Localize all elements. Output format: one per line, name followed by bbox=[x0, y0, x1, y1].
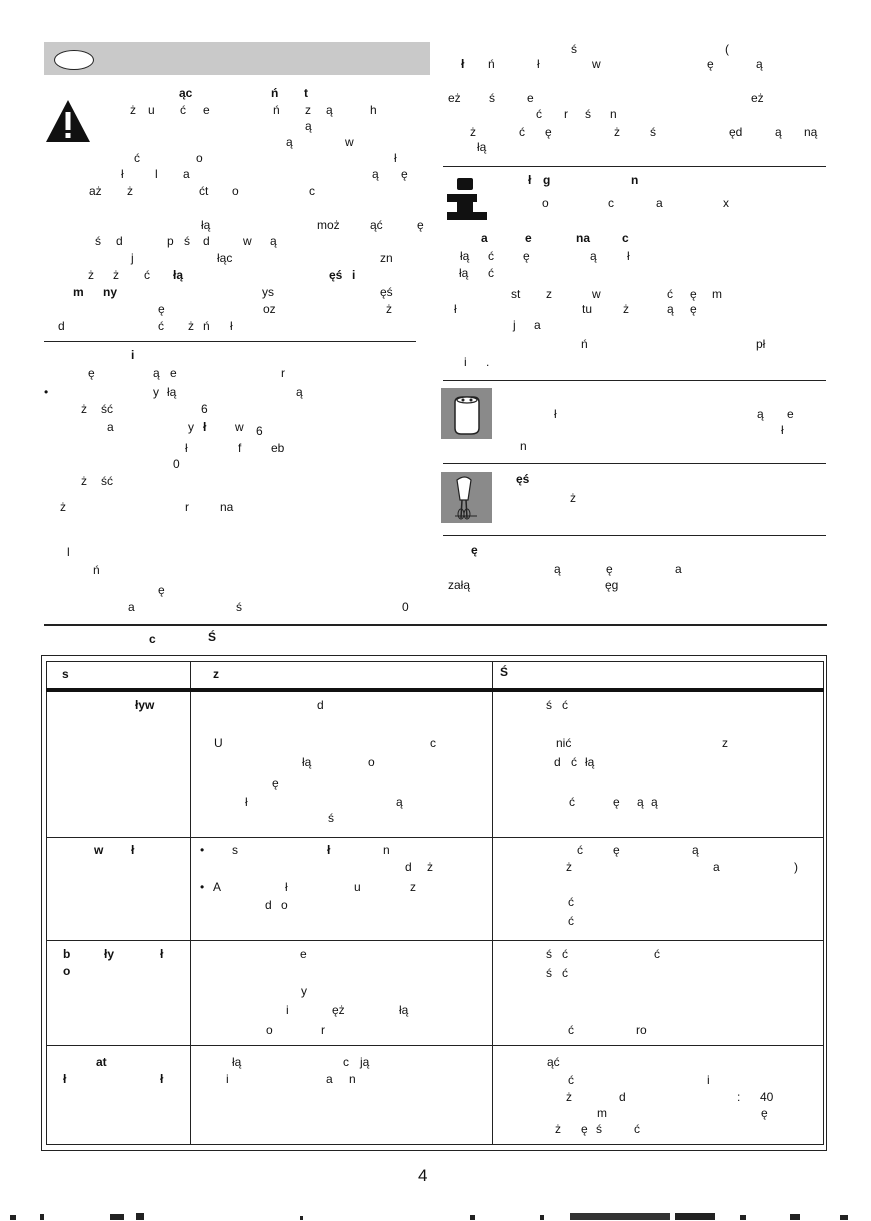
text-fragment: ż bbox=[130, 103, 136, 117]
table-cell-text: ć bbox=[562, 966, 568, 980]
text-fragment: ć bbox=[180, 103, 186, 117]
language-badge bbox=[54, 50, 94, 70]
text-fragment: m bbox=[73, 285, 84, 299]
text-fragment: ść bbox=[101, 474, 113, 488]
table-cell-text: A bbox=[213, 880, 222, 894]
text-fragment: ż bbox=[113, 268, 119, 282]
table-cell-text: ę bbox=[613, 795, 620, 809]
column-header-problem: s bbox=[62, 667, 69, 681]
text-fragment: r bbox=[281, 366, 285, 380]
table-cell-text: ł bbox=[131, 843, 135, 857]
text-fragment: i bbox=[352, 268, 356, 282]
text-fragment: ą bbox=[326, 103, 333, 117]
table-cell-text: łą bbox=[399, 1003, 409, 1017]
table-cell-text: a bbox=[326, 1072, 333, 1086]
text-fragment: moż bbox=[317, 218, 340, 232]
text-fragment: e bbox=[170, 366, 177, 380]
text-fragment: ęd bbox=[729, 125, 743, 139]
table-cell-text: ę bbox=[581, 1122, 588, 1136]
text-fragment: u bbox=[148, 103, 155, 117]
text-fragment: w bbox=[592, 287, 601, 301]
text-fragment: 0 bbox=[402, 600, 409, 614]
table-cell-text: ć bbox=[568, 895, 574, 909]
table-cell-text: ż bbox=[566, 860, 572, 874]
table-cell-text: ą bbox=[637, 795, 644, 809]
table-cell-text: ) bbox=[794, 860, 798, 874]
table-cell-text: ś bbox=[596, 1122, 602, 1136]
text-fragment: r bbox=[564, 107, 568, 121]
text-fragment: ę bbox=[158, 302, 165, 316]
text-fragment: h bbox=[370, 103, 377, 117]
table-cell-text: m bbox=[597, 1106, 607, 1120]
text-fragment: ćt bbox=[199, 184, 209, 198]
text-fragment: łą bbox=[459, 266, 469, 280]
text-fragment: j bbox=[513, 318, 516, 332]
text-fragment: ń bbox=[488, 57, 495, 71]
bullet: • bbox=[200, 843, 205, 857]
header-rule bbox=[46, 688, 824, 692]
section-divider bbox=[443, 166, 826, 167]
cleaning-device-icon bbox=[441, 388, 492, 439]
scan-artifact-strip bbox=[0, 1212, 871, 1221]
text-fragment: ł bbox=[537, 57, 540, 71]
table-cell-text: e bbox=[300, 947, 307, 961]
text-fragment: ę bbox=[707, 57, 714, 71]
text-fragment: ą bbox=[286, 135, 293, 149]
mixer-beaters-icon bbox=[441, 472, 492, 523]
text-fragment: załą bbox=[448, 578, 471, 592]
text-fragment: ć bbox=[667, 287, 673, 301]
text-fragment: ś bbox=[236, 600, 242, 614]
text-fragment: ęś bbox=[516, 472, 530, 486]
text-fragment: łą bbox=[173, 268, 184, 282]
text-fragment: o bbox=[542, 196, 549, 210]
text-fragment: ę bbox=[523, 249, 530, 263]
table-cell-text: d bbox=[554, 755, 561, 769]
table-cell-text: d bbox=[317, 698, 324, 712]
text-fragment: a bbox=[675, 562, 682, 576]
text-fragment: ęg bbox=[605, 578, 619, 592]
text-fragment: ń bbox=[581, 337, 588, 351]
row-divider bbox=[46, 940, 824, 941]
text-fragment: ł bbox=[627, 249, 630, 263]
column-header-cause: z bbox=[213, 667, 219, 681]
table-cell-text: ć bbox=[569, 795, 575, 809]
text-fragment: d bbox=[58, 319, 65, 333]
text-fragment: ł bbox=[230, 319, 233, 333]
text-fragment: ys bbox=[262, 285, 274, 299]
text-fragment: e bbox=[203, 103, 210, 117]
page-number: 4 bbox=[418, 1166, 428, 1185]
text-fragment: aż bbox=[89, 184, 102, 198]
text-fragment: ż bbox=[623, 302, 629, 316]
text-fragment: ę bbox=[88, 366, 95, 380]
text-fragment: g bbox=[543, 173, 551, 187]
table-cell-text: ś bbox=[546, 966, 552, 980]
table-cell-text: U bbox=[214, 736, 223, 750]
text-fragment: ęś bbox=[329, 268, 343, 282]
table-cell-text: ć bbox=[562, 947, 568, 961]
text-fragment: ż bbox=[570, 491, 576, 505]
table-cell-text: ro bbox=[636, 1023, 647, 1037]
text-fragment: w bbox=[345, 135, 354, 149]
text-fragment: c bbox=[309, 184, 315, 198]
text-fragment: st bbox=[511, 287, 521, 301]
table-cell-text: ż bbox=[555, 1122, 561, 1136]
table-cell-text: n bbox=[383, 843, 390, 857]
text-fragment: ę bbox=[545, 125, 552, 139]
text-fragment: ą bbox=[372, 167, 379, 181]
text-fragment: ę bbox=[690, 302, 697, 316]
table-cell-text: ś bbox=[328, 811, 334, 825]
table-cell-text: ć bbox=[654, 947, 660, 961]
text-fragment: t bbox=[304, 86, 308, 100]
table-cell-text: z bbox=[410, 880, 416, 894]
bullet: • bbox=[44, 385, 49, 399]
text-fragment: ć bbox=[536, 107, 542, 121]
table-cell-text: łą bbox=[302, 755, 312, 769]
text-fragment: na bbox=[220, 500, 234, 514]
table-cell-text: ć bbox=[577, 843, 583, 857]
text-fragment: ń bbox=[93, 563, 100, 577]
text-fragment: łą bbox=[460, 249, 470, 263]
text-fragment: ą bbox=[296, 385, 303, 399]
text-fragment: c bbox=[608, 196, 614, 210]
text-fragment: ś bbox=[184, 234, 190, 248]
text-fragment: ę bbox=[401, 167, 408, 181]
text-fragment: d bbox=[203, 234, 210, 248]
text-fragment: e bbox=[527, 91, 534, 105]
table-cell-text: ją bbox=[360, 1055, 370, 1069]
text-fragment: ąć bbox=[370, 218, 383, 232]
table-cell-text: ż bbox=[427, 860, 433, 874]
table-cell-text: ą bbox=[692, 843, 699, 857]
table-cell-text: ąć bbox=[547, 1055, 560, 1069]
text-fragment: ł bbox=[781, 423, 784, 437]
info-icon bbox=[447, 178, 489, 220]
table-cell-text: ą bbox=[651, 795, 658, 809]
text-fragment: y bbox=[153, 385, 159, 399]
text-fragment: j bbox=[131, 251, 134, 265]
text-fragment: . bbox=[486, 355, 490, 369]
text-fragment: p bbox=[167, 234, 174, 248]
text-fragment: ść bbox=[101, 402, 113, 416]
text-fragment: na bbox=[576, 231, 591, 245]
text-fragment: ą bbox=[270, 234, 277, 248]
text-fragment: r bbox=[185, 500, 189, 514]
text-fragment: eż bbox=[751, 91, 764, 105]
text-fragment: ą bbox=[756, 57, 763, 71]
text-fragment: m bbox=[712, 287, 722, 301]
table-cell-text: a bbox=[713, 860, 720, 874]
text-fragment: ł bbox=[454, 302, 457, 316]
text-fragment: ś bbox=[489, 91, 495, 105]
table-cell-text: y bbox=[301, 984, 307, 998]
table-cell-text: ć bbox=[568, 914, 574, 928]
text-fragment: a bbox=[107, 420, 114, 434]
section-divider bbox=[443, 535, 826, 536]
text-fragment: ć bbox=[519, 125, 525, 139]
table-cell-text: b bbox=[63, 947, 71, 961]
text-fragment: ż bbox=[470, 125, 476, 139]
text-fragment: ż bbox=[81, 474, 87, 488]
text-fragment: eż bbox=[448, 91, 461, 105]
column-divider bbox=[190, 661, 191, 1145]
table-cell-text: d bbox=[619, 1090, 626, 1104]
text-fragment: łą bbox=[201, 218, 211, 232]
table-cell-text: nić bbox=[556, 736, 572, 750]
table-cell-text: ły bbox=[104, 947, 115, 961]
table-cell-text: i bbox=[286, 1003, 289, 1017]
text-fragment: o bbox=[196, 151, 203, 165]
text-fragment: tu bbox=[582, 302, 593, 316]
text-fragment: 0 bbox=[173, 457, 180, 471]
text-fragment: n bbox=[610, 107, 617, 121]
text-fragment: e bbox=[525, 231, 532, 245]
text-fragment: ż bbox=[614, 125, 620, 139]
table-cell-text: c bbox=[343, 1055, 349, 1069]
text-fragment: oz bbox=[263, 302, 276, 316]
text-fragment: ę bbox=[690, 287, 697, 301]
table-cell-text: o bbox=[281, 898, 288, 912]
text-fragment: ł bbox=[554, 407, 557, 421]
text-fragment: a bbox=[534, 318, 541, 332]
text-fragment: ż bbox=[81, 402, 87, 416]
table-title-fragment: Ś bbox=[208, 630, 217, 644]
text-fragment: ć bbox=[144, 268, 150, 282]
column-header-remedy: Ś bbox=[500, 665, 509, 679]
text-fragment: w bbox=[235, 420, 244, 434]
section-title: i bbox=[131, 348, 135, 362]
table-cell-text: ś bbox=[546, 698, 552, 712]
table-cell-text: ł bbox=[327, 843, 331, 857]
text-fragment: ł bbox=[528, 173, 532, 187]
text-fragment: a bbox=[656, 196, 663, 210]
text-fragment: ż bbox=[127, 184, 133, 198]
text-fragment: ną bbox=[804, 125, 818, 139]
text-fragment: x bbox=[723, 196, 729, 210]
row-divider bbox=[46, 837, 824, 838]
table-cell-text: ć bbox=[571, 755, 577, 769]
text-fragment: ś bbox=[585, 107, 591, 121]
text-fragment: ( bbox=[725, 42, 729, 56]
text-fragment: ą bbox=[554, 562, 561, 576]
table-cell-text: ł bbox=[160, 947, 164, 961]
text-fragment: n bbox=[520, 439, 527, 453]
text-fragment: ć bbox=[488, 249, 494, 263]
table-cell-text: : bbox=[737, 1090, 741, 1104]
table-cell-text: o bbox=[63, 964, 71, 978]
table-title-fragment: c bbox=[149, 632, 156, 646]
text-fragment: ą bbox=[153, 366, 160, 380]
text-fragment: z bbox=[546, 287, 552, 301]
text-fragment: n bbox=[631, 173, 639, 187]
text-fragment: ą bbox=[775, 125, 782, 139]
table-cell-text: i bbox=[707, 1073, 710, 1087]
table-cell-text: łą bbox=[232, 1055, 242, 1069]
section-divider bbox=[443, 463, 826, 464]
text-fragment: ż bbox=[188, 319, 194, 333]
text-fragment: eb bbox=[271, 441, 285, 455]
table-cell-text: 40 bbox=[760, 1090, 774, 1104]
table-cell-text: z bbox=[722, 736, 728, 750]
table-cell-text: w bbox=[94, 843, 104, 857]
table-top-rule bbox=[44, 624, 827, 626]
text-fragment: ł bbox=[121, 167, 124, 181]
text-fragment: ł bbox=[185, 441, 188, 455]
table-cell-text: ć bbox=[634, 1122, 640, 1136]
table-cell-text: ę bbox=[613, 843, 620, 857]
table-cell-text: s bbox=[232, 843, 238, 857]
text-fragment: ł bbox=[203, 420, 207, 434]
text-fragment: ąc bbox=[179, 86, 193, 100]
table-cell-text: c bbox=[430, 736, 436, 750]
table-cell-text: ł bbox=[160, 1072, 164, 1086]
table-cell-text: n bbox=[349, 1072, 356, 1086]
text-fragment: łąc bbox=[217, 251, 233, 265]
text-fragment: ś bbox=[95, 234, 101, 248]
text-fragment: y bbox=[188, 420, 194, 434]
text-fragment: ż bbox=[60, 500, 66, 514]
text-fragment: ż bbox=[88, 268, 94, 282]
text-fragment: ń bbox=[203, 319, 210, 333]
text-fragment: ć bbox=[158, 319, 164, 333]
text-fragment: ę bbox=[158, 583, 165, 597]
text-fragment: ł bbox=[461, 57, 465, 71]
table-cell-text: d bbox=[265, 898, 272, 912]
text-fragment: ą bbox=[305, 119, 312, 133]
text-fragment: o bbox=[232, 184, 239, 198]
text-fragment: ą bbox=[590, 249, 597, 263]
text-fragment: f bbox=[238, 441, 242, 455]
table-cell-text: r bbox=[321, 1023, 325, 1037]
text-fragment: a bbox=[128, 600, 135, 614]
section-divider bbox=[443, 380, 826, 381]
text-fragment: e bbox=[787, 407, 794, 421]
table-cell-text: ł bbox=[63, 1072, 67, 1086]
text-fragment: ś bbox=[571, 42, 577, 56]
text-fragment: ę bbox=[606, 562, 613, 576]
text-fragment: a bbox=[481, 231, 488, 245]
text-fragment: 6 bbox=[201, 402, 208, 416]
text-fragment: ć bbox=[488, 266, 494, 280]
table-cell-text: ę bbox=[272, 776, 279, 790]
text-fragment: l bbox=[67, 545, 70, 559]
section-divider bbox=[44, 341, 416, 342]
table-cell-text: ć bbox=[568, 1073, 574, 1087]
text-fragment: ć bbox=[134, 151, 140, 165]
table-cell-text: ć bbox=[562, 698, 568, 712]
table-cell-text: ł bbox=[245, 795, 248, 809]
text-fragment: z bbox=[305, 103, 311, 117]
text-fragment: ś bbox=[650, 125, 656, 139]
table-cell-text: o bbox=[368, 755, 375, 769]
text-fragment: ń bbox=[271, 86, 279, 100]
text-fragment: zn bbox=[380, 251, 393, 265]
text-fragment: d bbox=[116, 234, 123, 248]
text-fragment: c bbox=[622, 231, 629, 245]
column-divider bbox=[492, 661, 493, 1145]
text-fragment: ę bbox=[471, 543, 478, 557]
text-fragment: a bbox=[183, 167, 190, 181]
text-fragment: ą bbox=[757, 407, 764, 421]
bullet: • bbox=[200, 880, 205, 894]
table-cell-text: łą bbox=[585, 755, 595, 769]
table-cell-text: ę bbox=[761, 1106, 768, 1120]
text-fragment: ń bbox=[273, 103, 280, 117]
text-fragment: ż bbox=[386, 302, 392, 316]
text-fragment: łą bbox=[167, 385, 177, 399]
language-header-bar bbox=[44, 42, 430, 75]
table-cell-text: ć bbox=[568, 1023, 574, 1037]
table-cell-text: u bbox=[354, 880, 361, 894]
table-cell-text: ą bbox=[396, 795, 403, 809]
text-fragment: l bbox=[155, 167, 158, 181]
text-fragment: ny bbox=[103, 285, 118, 299]
table-cell-text: d bbox=[405, 860, 412, 874]
table-cell-text: ś bbox=[546, 947, 552, 961]
row-divider bbox=[46, 1045, 824, 1046]
table-cell-text: ływ bbox=[135, 698, 155, 712]
table-cell-text: ł bbox=[285, 880, 288, 894]
text-fragment: ęś bbox=[380, 285, 393, 299]
text-fragment: ę bbox=[417, 218, 424, 232]
table-cell-text: ęż bbox=[332, 1003, 345, 1017]
warning-triangle-icon bbox=[44, 98, 92, 144]
text-fragment: ą bbox=[667, 302, 674, 316]
table-cell-text: ż bbox=[566, 1090, 572, 1104]
text-fragment: łą bbox=[477, 140, 487, 154]
table-cell-text: i bbox=[226, 1072, 229, 1086]
table-cell-text: o bbox=[266, 1023, 273, 1037]
text-fragment: pł bbox=[756, 337, 766, 351]
text-fragment: i bbox=[464, 355, 467, 369]
text-fragment: 6 bbox=[256, 424, 263, 438]
text-fragment: w bbox=[243, 234, 252, 248]
text-fragment: ł bbox=[394, 151, 397, 165]
table-cell-text: at bbox=[96, 1055, 107, 1069]
text-fragment: w bbox=[592, 57, 601, 71]
